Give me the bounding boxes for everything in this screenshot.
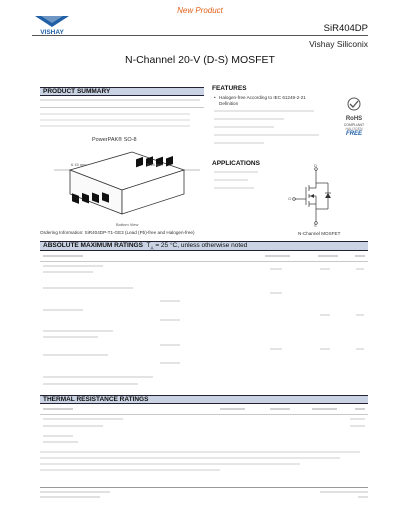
applications-list (214, 171, 264, 189)
table-cell (270, 292, 282, 294)
footnote-line (40, 451, 360, 453)
product-title: N-Channel 20-V (D-S) MOSFET (125, 54, 275, 66)
application-item (214, 179, 248, 181)
document-number (40, 491, 110, 493)
feature-item (214, 126, 274, 128)
mosfet-schematic-icon (290, 163, 340, 229)
footnotes (40, 451, 368, 471)
feature-item-definition: Definition (219, 101, 239, 106)
thermal-resistance-header (40, 395, 368, 404)
feature-item (214, 118, 284, 120)
package-title: PowerPAK® SO-8 (92, 137, 137, 143)
footer-right (320, 491, 368, 498)
table-cell (350, 418, 365, 420)
features-heading: FEATURES (212, 85, 247, 92)
dimension-left: 6.15 mm (71, 162, 87, 167)
table-cell (270, 268, 282, 270)
ordering-information: Ordering Information: SiR404DP-T1-GE3 (Lead (Pb)-free and Halogen-free) (40, 230, 195, 235)
footnote-line (40, 469, 220, 471)
table-row (43, 425, 103, 427)
feature-item (214, 110, 314, 112)
application-item (214, 187, 254, 189)
temperature-subscript: A (150, 245, 154, 251)
table-cell (356, 314, 364, 316)
summary-row (40, 125, 190, 127)
table-cell (160, 344, 180, 346)
table-row (43, 376, 153, 378)
drain-pin-label: D (314, 163, 317, 168)
footnote-line (40, 463, 300, 465)
table-cell (320, 314, 330, 316)
schematic-caption: N-Channel MOSFET (298, 231, 341, 236)
table-cell (160, 362, 180, 364)
footer-rule (40, 487, 368, 488)
absolute-max-header (40, 241, 368, 251)
logo-text: VISHAY (40, 29, 64, 35)
feature-item (214, 134, 319, 136)
table-row (43, 435, 73, 437)
table-row (43, 265, 103, 267)
thermal-resistance-title: THERMAL RESISTANCE RATINGS (43, 396, 149, 403)
part-number: SiR404DP (323, 23, 368, 34)
table-row (43, 309, 83, 311)
package-drawing (52, 148, 202, 220)
bottom-view-label: Bottom View (116, 222, 139, 227)
rohs-compliant: COMPLIANT (343, 123, 365, 127)
thermal-resistance-table (40, 405, 368, 450)
feature-item-halogen: Halogen-free According to IEC 61249-2-21 (219, 95, 306, 100)
table-cell (270, 348, 282, 350)
dimension-right: 5.15 mm (147, 162, 163, 167)
column-header-parameter (43, 255, 83, 257)
table-row (43, 336, 98, 338)
product-summary-title: PRODUCT SUMMARY (43, 88, 111, 95)
table-row (43, 271, 93, 273)
column-header-symbol (265, 255, 290, 257)
column-header-symbol (220, 408, 245, 410)
product-summary-header (40, 87, 204, 96)
halogen-free-label: FREE (345, 131, 362, 137)
table-cell (350, 425, 365, 427)
absolute-max-heading: ABSOLUTE MAXIMUM RATINGS (43, 242, 143, 249)
table-cell (160, 319, 180, 321)
table-cell (356, 348, 364, 350)
header-rule (32, 35, 368, 36)
halogen-label: HALOGEN (345, 127, 363, 131)
gate-pin-label: G (288, 196, 292, 201)
table-row (43, 418, 123, 420)
column-header-maximum (312, 408, 337, 410)
page-number (358, 496, 368, 498)
table-row (43, 287, 133, 289)
column-header-typical (270, 408, 290, 410)
table-cell (356, 268, 364, 270)
rohs-badge (340, 97, 368, 137)
applications-heading: APPLICATIONS (212, 160, 260, 167)
table-row (43, 330, 113, 332)
column-header-limit (318, 255, 338, 257)
absolute-max-table (40, 252, 368, 392)
table-cell (320, 268, 330, 270)
company-name: Vishay Siliconix (309, 39, 368, 49)
feature-item (214, 142, 264, 144)
absolute-max-title (43, 242, 247, 252)
feature-list (214, 110, 324, 144)
temperature-condition-t: T (144, 242, 151, 249)
table-header-divider (40, 261, 368, 262)
table-row (43, 354, 108, 356)
feature-bullet: • (214, 95, 216, 100)
source-pin-label: S (314, 223, 317, 228)
summary-header-row (40, 99, 200, 101)
summary-row-divider (40, 107, 204, 108)
rohs-check-icon (340, 97, 368, 111)
temperature-condition: = 25 °C, unless otherwise noted (153, 242, 248, 249)
new-product-label: New Product (177, 6, 223, 15)
vishay-logo (31, 16, 73, 35)
column-header-unit (355, 255, 365, 257)
footer-left (40, 491, 120, 498)
rohs-label: RoHS (345, 116, 363, 122)
footnote-line (40, 457, 340, 459)
table-cell (320, 348, 330, 350)
revision (40, 496, 100, 498)
summary-row (40, 113, 190, 115)
summary-row (40, 119, 190, 121)
table-cell (160, 300, 180, 302)
website (320, 491, 368, 493)
application-item (214, 171, 258, 173)
column-header-unit (355, 408, 365, 410)
table-row (43, 383, 138, 385)
column-header-parameter (43, 408, 73, 410)
product-summary-table (40, 97, 204, 127)
table-row (43, 441, 78, 443)
table-header-divider (40, 414, 368, 415)
